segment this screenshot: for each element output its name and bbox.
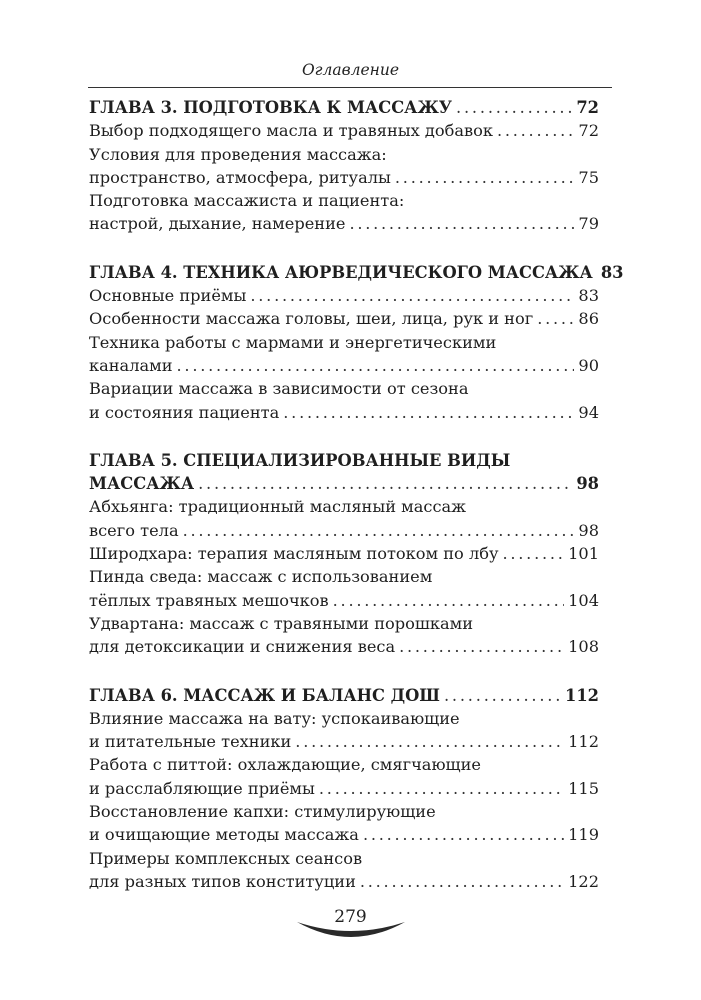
dot-leader [198,472,572,495]
dot-leader [177,354,575,377]
dot-leader [456,96,572,119]
toc-entry [89,707,599,730]
toc-entry [89,307,599,330]
toc-entry-title: Удвартана: массаж с травяными порошками [89,613,474,633]
toc-page-number: 72 [576,98,599,117]
table-of-contents [89,96,624,918]
toc-entry-title: Техника работы с мармами и энергетическими [89,332,497,352]
toc-page-number: 75 [578,167,599,187]
toc-entry-title: Восстановление капхи: стимулирующие [89,802,436,822]
toc-entry [89,823,599,846]
toc-entry [89,354,599,377]
toc-entry-title: ГЛАВА 4. ТЕХНИКА АЮРВЕДИЧЕСКОГО МАССАЖА [89,262,593,282]
toc-page-number: 94 [578,402,599,422]
toc-page-number: 112 [568,732,599,752]
toc-page-number: 115 [568,778,599,798]
toc-page-number: 83 [578,286,599,306]
toc-entry [89,635,599,658]
toc-entry-title: всего тела [89,520,179,540]
toc-entry [89,189,599,212]
toc-entry [89,166,599,189]
toc-chapter-heading [89,449,599,472]
toc-chapter-heading [89,472,599,495]
toc-entry [89,495,599,518]
toc-entry-title: пространство, атмосфера, ритуалы [89,167,391,187]
toc-entry-title: Влияние массажа на вату: успокаивающие [89,708,460,728]
toc-entry-title: Широдхара: терапия масляным потоком по лбу [89,544,499,564]
dot-leader [333,589,564,612]
dot-leader [497,119,574,142]
dot-leader [360,870,564,893]
toc-entry-title: Условия для проведения массажа: [89,144,387,164]
running-head: Оглавление [301,61,400,79]
toc-page-number: 79 [578,214,599,234]
toc-entry-title: и состояния пациента [89,402,280,422]
page-ornament-swoosh [295,918,407,948]
toc-entry [89,401,599,424]
toc-entry [89,119,599,142]
toc-page-number: 108 [568,637,599,657]
toc-entry-title: Выбор подходящего масла и травяных добавок [89,121,493,141]
toc-entry [89,800,599,823]
toc-chapter-heading [89,96,599,119]
page-number: 279 [334,907,367,927]
toc-page-number: 112 [565,685,599,705]
toc-chapter [89,96,599,236]
toc-page-number: 104 [568,590,599,610]
toc-entry-title: и очищающие методы массажа [89,825,359,845]
toc-entry-title: и питательные техники [89,732,292,752]
header-rule [88,87,612,88]
toc-entry-title: ГЛАВА 3. ПОДГОТОВКА К МАССАЖУ [89,98,453,117]
toc-entry-title: для разных типов конституции [89,871,356,891]
toc-page-number: 122 [568,871,599,891]
toc-entry-title: каналами [89,355,173,375]
dot-leader [399,635,564,658]
toc-chapter-heading [89,684,599,707]
dot-leader [444,684,561,707]
toc-entry [89,730,599,753]
toc-entry [89,377,599,400]
toc-chapter-heading [89,261,624,284]
toc-entry [89,331,599,354]
dot-leader [295,730,564,753]
toc-chapter [89,449,599,659]
toc-page-number: 98 [576,474,599,494]
toc-page-number: 86 [578,309,599,329]
toc-entry [89,753,599,776]
dot-leader [503,542,565,565]
toc-entry [89,589,599,612]
dot-leader [183,519,575,542]
toc-entry-title: Примеры комплексных сеансов [89,848,363,868]
toc-entry-title: Абхьянга: традиционный масляный массаж [89,497,467,517]
toc-entry-title: Особенности массажа головы, шеи, лица, рук и ног [89,309,534,329]
toc-entry [89,284,599,307]
toc-entry [89,847,599,870]
toc-entry [89,212,599,235]
toc-entry-title: ГЛАВА 6. МАССАЖ И БАЛАНС ДОШ [89,685,440,705]
toc-entry-title: Работа с питтой: охлаждающие, смягчающие [89,755,481,775]
dot-leader [349,212,574,235]
toc-entry-title: тёплых травяных мешочков [89,590,329,610]
toc-entry [89,519,599,542]
toc-entry-title: МАССАЖА [89,474,195,494]
dot-leader [537,307,574,330]
toc-entry-title: Пинда сведа: массаж с использованием [89,567,433,587]
toc-page-number: 101 [568,544,599,564]
toc-entry [89,777,599,800]
toc-entry-title: ГЛАВА 5. СПЕЦИАЛИЗИРОВАННЫЕ ВИДЫ [89,450,511,470]
toc-page-number: 98 [578,520,599,540]
toc-chapter [89,261,624,424]
dot-leader [283,401,574,424]
toc-page-number: 83 [600,262,624,282]
toc-entry [89,870,599,893]
toc-entry [89,143,599,166]
toc-entry [89,565,599,588]
toc-page-number: 90 [578,355,599,375]
dot-leader [363,823,564,846]
toc-entry-title: Основные приёмы [89,286,247,306]
dot-leader [250,284,574,307]
toc-entry-title: Подготовка массажиста и пациента: [89,191,405,211]
toc-page-number: 72 [578,121,599,141]
toc-page-number: 119 [568,825,599,845]
toc-entry [89,542,599,565]
toc-entry-title: Вариации массажа в зависимости от сезона [89,379,469,399]
dot-leader [395,166,574,189]
toc-entry [89,612,599,635]
toc-entry-title: для детоксикации и снижения веса [89,637,396,657]
toc-chapter [89,684,599,894]
dot-leader [319,777,564,800]
toc-entry-title: и расслабляющие приёмы [89,778,315,798]
toc-entry-title: настрой, дыхание, намерение [89,214,346,234]
